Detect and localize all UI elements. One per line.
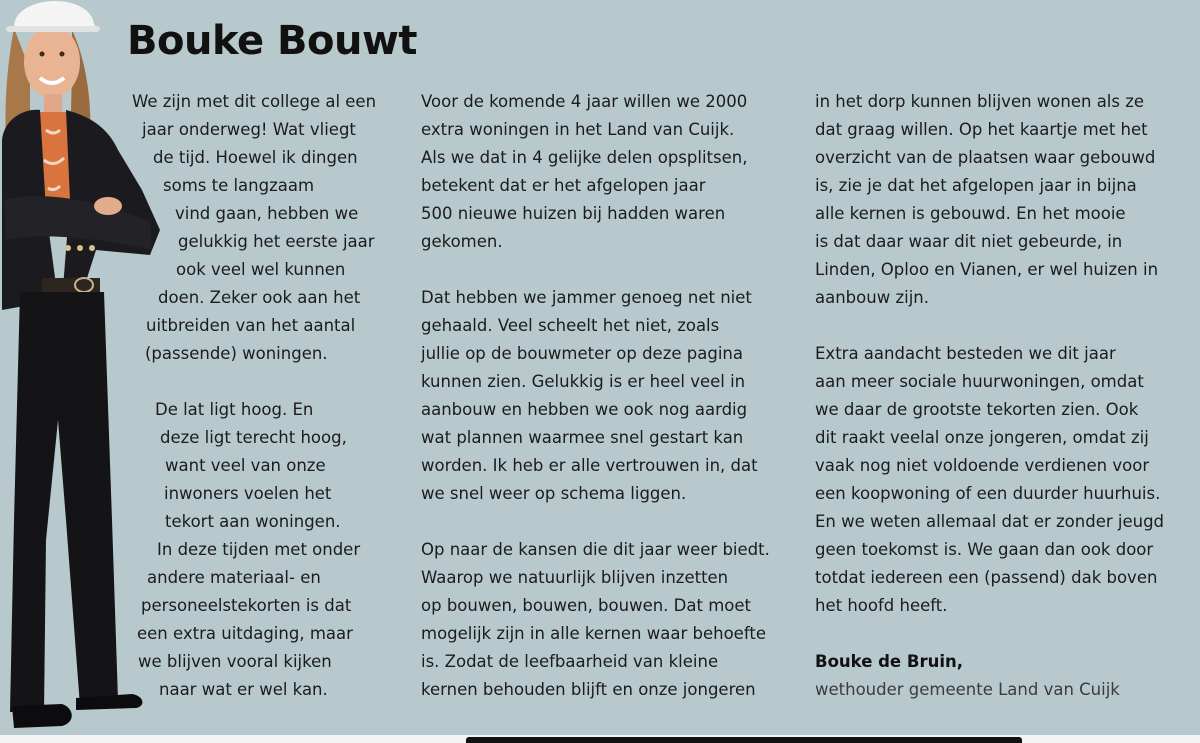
- text-line: Voor de komende 4 jaar willen we 2000: [421, 92, 748, 111]
- text-line: tekort aan woningen.: [165, 512, 341, 531]
- text-line: op bouwen, bouwen, bouwen. Dat moet: [421, 596, 751, 615]
- text-line: extra woningen in het Land van Cuijk.: [421, 120, 735, 139]
- text-line: In deze tijden met onder: [157, 540, 361, 559]
- text-line: ook veel wel kunnen: [176, 260, 346, 279]
- text-line: kunnen zien. Gelukkig is er heel veel in: [421, 372, 746, 391]
- text-line: vind gaan, hebben we: [175, 204, 359, 223]
- text-line: een extra uitdaging, maar: [137, 624, 353, 643]
- text-column-2: [421, 88, 796, 704]
- text-line: Extra aandacht besteden we dit jaar: [815, 344, 1116, 363]
- text-line: Op naar de kansen die dit jaar weer biedt.: [421, 540, 770, 559]
- text-line: totdat iedereen een (passend) dak boven: [815, 568, 1158, 587]
- text-line: gehaald. Veel scheelt het niet, zoals: [421, 316, 720, 335]
- text-line: personeelstekorten is dat: [141, 596, 352, 615]
- text-column-1: [0, 88, 405, 704]
- text-line: is, zie je dat het afgelopen jaar in bijna: [815, 176, 1137, 195]
- text-line: inwoners voelen het: [164, 484, 332, 503]
- text-column-3: [815, 88, 1190, 704]
- text-line: het hoofd heeft.: [815, 596, 948, 615]
- text-line: De lat ligt hoog. En: [155, 400, 314, 419]
- text-line: in het dorp kunnen blijven wonen als ze: [815, 92, 1145, 111]
- text-line: we daar de grootste tekorten zien. Ook: [815, 400, 1139, 419]
- paragraph-gap: [815, 620, 1190, 648]
- text-line: want veel van onze: [165, 456, 326, 475]
- article-title: Bouke Bouwt: [127, 18, 418, 64]
- text-line: kernen behouden blijft en onze jongeren: [421, 680, 756, 699]
- text-line: gekomen.: [421, 232, 503, 251]
- text-line: geen toekomst is. We gaan dan ook door: [815, 540, 1154, 559]
- text-line: aanbouw zijn.: [815, 288, 929, 307]
- paragraph-gap: [815, 312, 1190, 340]
- paragraph-gap: [0, 368, 405, 396]
- text-line: de tijd. Hoewel ik dingen: [153, 148, 358, 167]
- text-line: dat graag willen. Op het kaartje met het: [815, 120, 1148, 139]
- text-line: Dat hebben we jammer genoeg net niet: [421, 288, 752, 307]
- text-line: wat plannen waarmee snel gestart kan: [421, 428, 744, 447]
- text-line: (passende) woningen.: [145, 344, 328, 363]
- paragraph-gap: [421, 256, 796, 284]
- paragraph-gap: [421, 508, 796, 536]
- signature-role: wethouder gemeente Land van Cuijk: [815, 680, 1120, 699]
- text-line: En we weten allemaal dat er zonder jeugd: [815, 512, 1165, 531]
- text-line: Als we dat in 4 gelijke delen opsplitsen,: [421, 148, 748, 167]
- signature-name: Bouke de Bruin,: [815, 652, 964, 671]
- text-line: we snel weer op schema liggen.: [421, 484, 687, 503]
- text-line: aanbouw en hebben we ook nog aardig: [421, 400, 748, 419]
- text-line: naar wat er wel kan.: [159, 680, 328, 699]
- text-line: We zijn met dit college al een: [132, 92, 377, 111]
- text-line: gelukkig het eerste jaar: [178, 232, 375, 251]
- text-line: aan meer sociale huurwoningen, omdat: [815, 372, 1144, 391]
- text-line: uitbreiden van het aantal: [146, 316, 356, 335]
- text-line: vaak nog niet voldoende verdienen voor: [815, 456, 1150, 475]
- text-line: Linden, Oploo en Vianen, er wel huizen in: [815, 260, 1159, 279]
- text-line: 500 nieuwe huizen bij hadden waren: [421, 204, 726, 223]
- text-line: dit raakt veelal onze jongeren, omdat zij: [815, 428, 1149, 447]
- text-line: doen. Zeker ook aan het: [158, 288, 361, 307]
- home-indicator-bar[interactable]: [466, 737, 1022, 743]
- text-line: mogelijk zijn in alle kernen waar behoefte: [421, 624, 766, 643]
- text-line: jullie op de bouwmeter op deze pagina: [421, 344, 743, 363]
- text-line: een koopwoning of een duurder huurhuis.: [815, 484, 1161, 503]
- text-line: Waarop we natuurlijk blijven inzetten: [421, 568, 729, 587]
- text-line: soms te langzaam: [163, 176, 315, 195]
- text-line: worden. Ik heb er alle vertrouwen in, dat: [421, 456, 758, 475]
- text-line: alle kernen is gebouwd. En het mooie: [815, 204, 1126, 223]
- text-line: andere materiaal- en: [147, 568, 321, 587]
- text-line: jaar onderweg! Wat vliegt: [142, 120, 356, 139]
- text-line: is. Zodat de leefbaarheid van kleine: [421, 652, 719, 671]
- text-line: is dat daar waar dit niet gebeurde, in: [815, 232, 1123, 251]
- text-line: we blijven vooral kijken: [138, 652, 332, 671]
- text-line: overzicht van de plaatsen waar gebouwd: [815, 148, 1156, 167]
- text-line: deze ligt terecht hoog,: [160, 428, 347, 447]
- text-line: betekent dat er het afgelopen jaar: [421, 176, 706, 195]
